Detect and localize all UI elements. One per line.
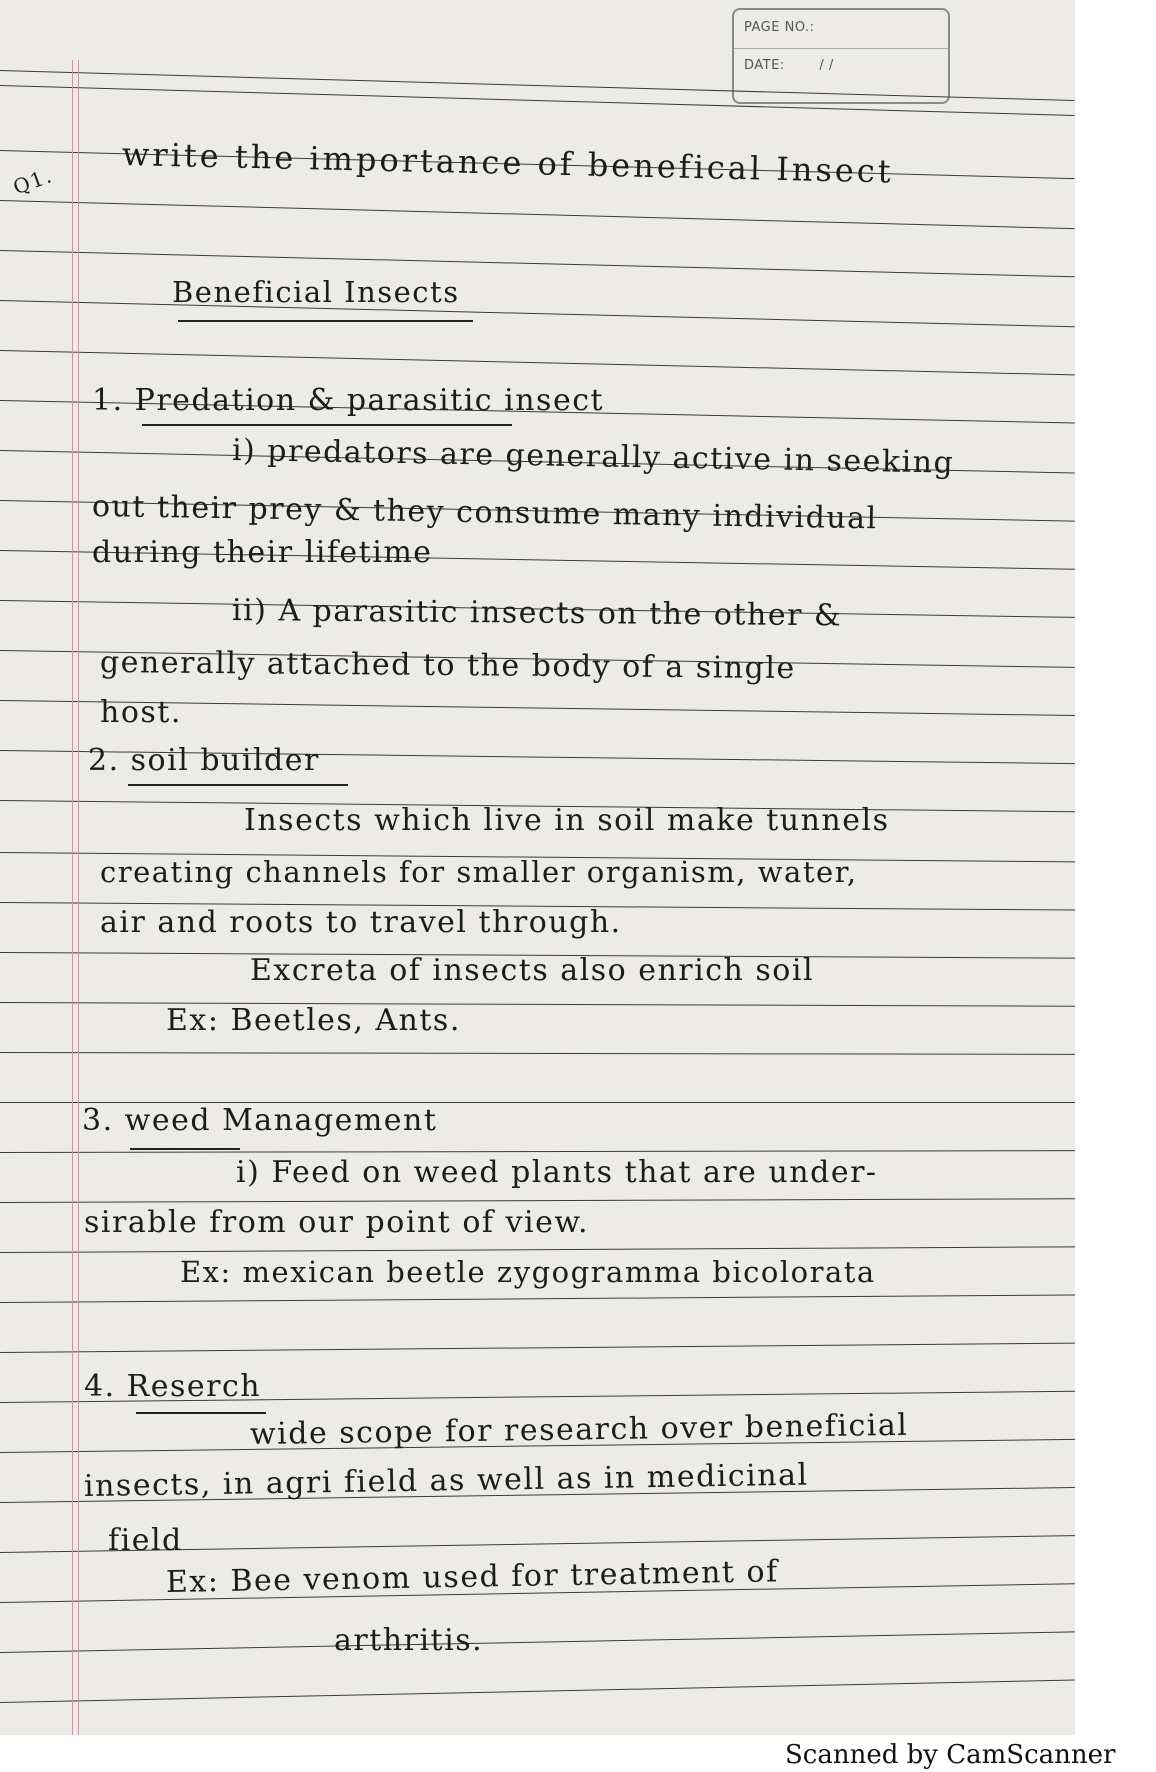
date-label: DATE: [744,58,785,73]
ruled-line [0,1198,1075,1203]
ruled-line [0,1294,1075,1303]
ruled-line [0,1679,1075,1703]
ruled-line [0,1052,1075,1055]
section-line: Ex: mexican beetle zygogramma bicolorata [180,1255,876,1289]
section-line: insects, in agri field as well as in medicinal [83,1457,809,1504]
section-line: field [108,1523,183,1558]
camscanner-watermark: Scanned by CamScanner [785,1740,1116,1770]
section-line: host. [100,695,182,730]
section-line: i) Feed on weed plants that are under- [236,1155,878,1190]
section-title: 4. Reserch [84,1369,262,1404]
page-no-label: PAGE NO.: [744,20,815,35]
section-line: sirable from our point of view. [84,1205,589,1240]
section-line: arthritis. [334,1623,484,1658]
ruled-line [0,1002,1075,1007]
section-line: creating channels for smaller organism, water, [100,855,858,889]
date-value: / / [819,58,834,73]
ruled-line [0,1246,1075,1253]
heading-underline [178,320,473,322]
ruled-line [0,350,1075,375]
section-line: Ex: Bee venom used for treatment of [165,1554,779,1600]
header-divider [734,48,948,49]
ruled-line [0,250,1075,277]
section-line: wide scope for research over beneficial [249,1407,909,1452]
section-title: 2. soil builder [88,743,320,778]
ruled-line [0,300,1075,327]
ruled-line [0,200,1075,229]
margin-line [72,60,73,1735]
question-text: write the importance of benefical Insect [121,135,895,191]
ruled-line [0,1631,1075,1653]
ruled-line [0,1150,1075,1153]
section-line: ii) A parasitic insects on the other & [231,593,843,634]
section-line: generally attached to the body of a single [99,645,796,687]
section-line: air and roots to travel through. [100,905,622,940]
section-title-underline [136,1412,266,1414]
ruled-line [0,1343,1075,1353]
section-line: Excreta of insects also enrich soil [250,953,815,988]
page-header-box [732,8,950,104]
section-title-underline [130,1148,240,1150]
question-number: Q1. [9,163,56,200]
section-line: Ex: Beetles, Ants. [166,1003,461,1038]
section-line: during their lifetime [92,535,433,570]
section-line: Insects which live in soil make tunnels [244,803,890,838]
section-title-underline [128,784,348,786]
margin-line [78,60,79,1735]
section-title-underline [142,424,512,426]
page-heading: Beneficial Insects [172,275,460,309]
section-title: 1. Predation & parasitic insect [92,383,605,418]
section-title: 3. weed Management [82,1103,438,1138]
section-line: i) predators are generally active in seeking [231,433,955,481]
section-line: out their prey & they consume many individual [91,489,878,537]
